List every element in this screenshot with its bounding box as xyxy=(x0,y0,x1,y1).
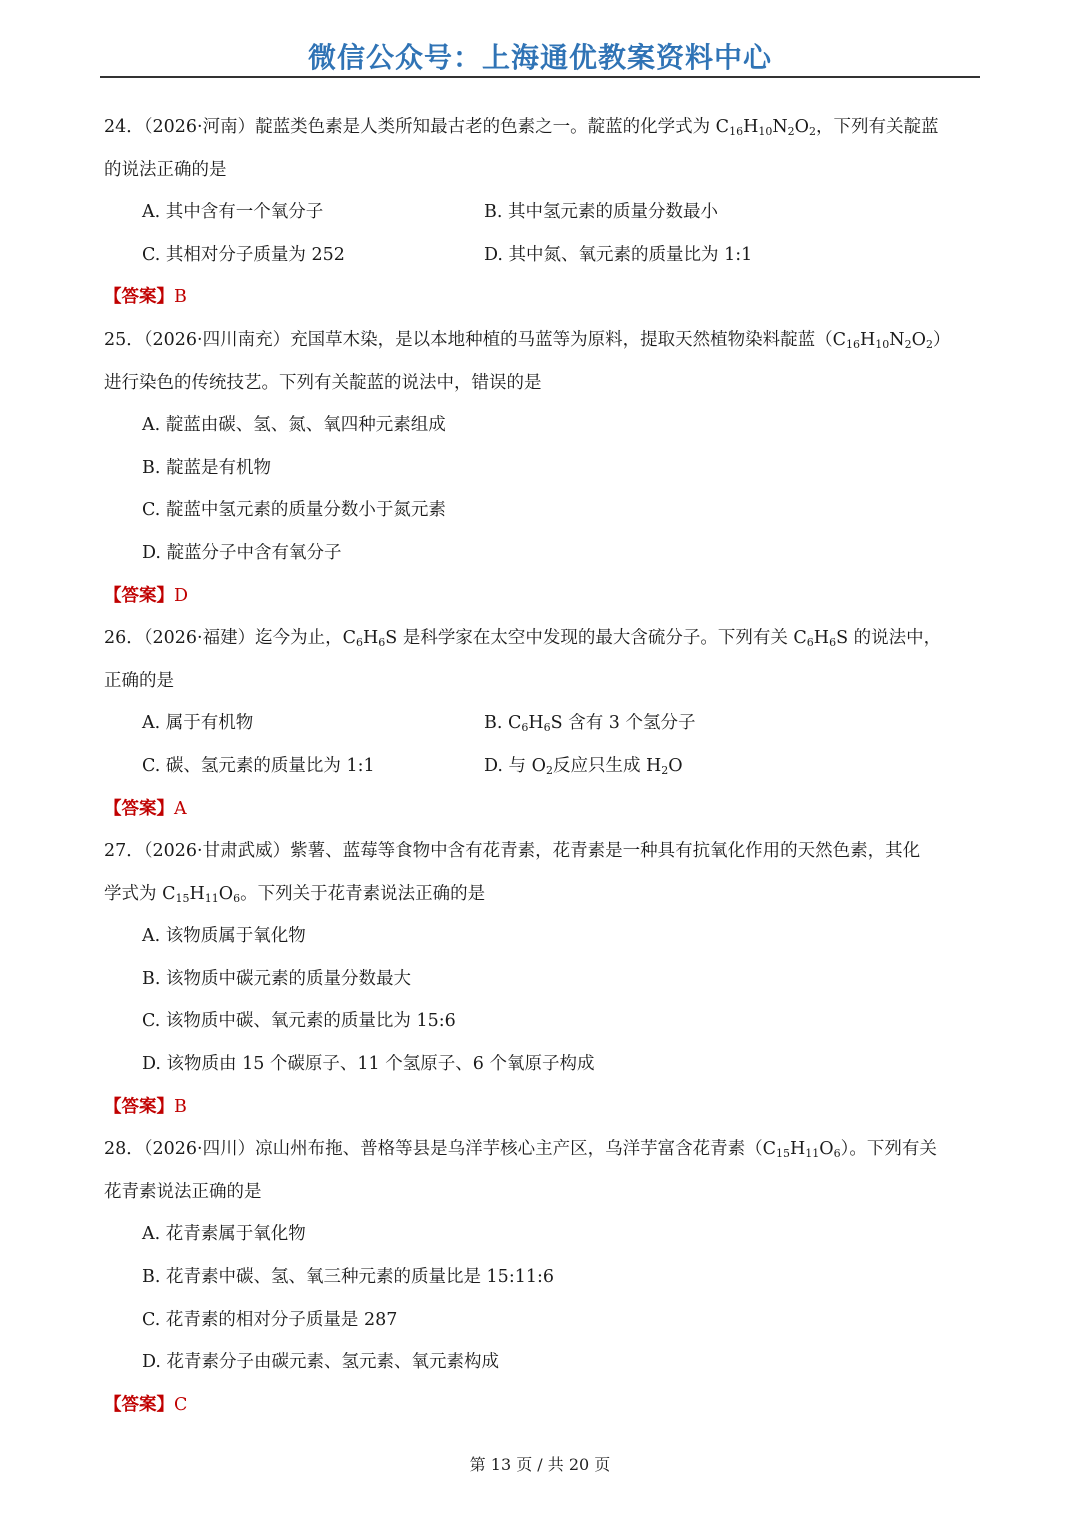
q24-options-ab xyxy=(104,191,980,234)
q24-answer: 【答案】B xyxy=(104,287,187,308)
q28-stem-line1: 28．（2026·四川）凉山州布拖、普格等县是乌洋芋核心主产区，乌洋芋富含花青素$(C_{15}H_{11}O_6)$。下列有关 xyxy=(104,1139,937,1161)
q27-stem-line1: 27．（2026·甘肃武威）紫薯、蓝莓等食物中含有花青素，花青素是一种具有抗氧化作用的天然色素，其化 xyxy=(104,841,921,862)
q27-option-d: D. 该物质由 15 个碳原子、11 个氢原子、6 个氧原子构成 xyxy=(142,1054,595,1075)
q25-option-d: D. 靛蓝分子中含有氧分子 xyxy=(142,542,342,563)
q28-option-a: A. 花青素属于氧化物 xyxy=(142,1224,306,1245)
q24-option-a: A. 其中含有一个氧分子 xyxy=(142,202,324,223)
q26-stem-line2: 正确的是 xyxy=(104,670,174,691)
page-number-footer: 第 13 页 / 共 20 页 xyxy=(469,1455,611,1474)
q25-stem-line1: 25．（2026·四川南充）充国草木染，是以本地种植的马蓝等为原料，提取天然植物染料靛蓝$(C_{16}H_{10}N_2O_2)$ xyxy=(104,329,951,351)
q28-answer: 【答案】C xyxy=(104,1394,188,1415)
q27-answer: 【答案】B xyxy=(104,1096,187,1117)
q27-option-a: A. 该物质属于氧化物 xyxy=(142,926,306,947)
q27-option-c: C. 该物质中碳、氧元素的质量比为 15:6 xyxy=(142,1011,456,1032)
page-header-title: 微信公众号：上海通优教案资料中心 xyxy=(307,41,772,74)
q24-stem-line2: 的说法正确的是 xyxy=(104,159,227,180)
q25-answer: 【答案】D xyxy=(104,585,189,606)
q24-option-d: D. 其中氮、氧元素的质量比为 1:1 xyxy=(484,244,753,265)
q26-options-cd xyxy=(104,745,980,788)
q28-option-c: C. 花青素的相对分子质量是 287 xyxy=(142,1309,398,1330)
q26-stem-line1: 26．（2026·福建）迄今为止，$C_6H_6S$ 是科学家在太空中发现的最大含硫分子。下列有关 $C_6H_6S$ 的说法中， xyxy=(104,628,942,650)
q26-option-b: B. $C_6H_6S$ 含有 3 个氢分子 xyxy=(484,713,696,735)
q25-option-b: B. 靛蓝是有机物 xyxy=(142,457,271,478)
q27-option-b: B. 该物质中碳元素的质量分数最大 xyxy=(142,968,411,989)
q28-stem-line2: 花青素说法正确的是 xyxy=(104,1181,262,1202)
q25-option-a: A. 靛蓝由碳、氢、氮、氧四种元素组成 xyxy=(142,415,446,436)
q26-options-ab xyxy=(104,702,980,745)
q25-option-c: C. 靛蓝中氢元素的质量分数小于氮元素 xyxy=(142,500,446,521)
q26-option-a: A. 属于有机物 xyxy=(142,713,254,734)
q24-options-cd xyxy=(104,234,980,277)
question-list xyxy=(104,106,980,1426)
q24-stem-line1: 24．（2026·河南）靛蓝类色素是人类所知最古老的色素之一。靛蓝的化学式为 $C_{16}H_{10}N_2O_2$，下列有关靛蓝 xyxy=(104,117,939,138)
q26-option-c: C. 碳、氢元素的质量比为 1:1 xyxy=(142,755,375,776)
header-divider xyxy=(100,76,980,78)
q24-option-b: B. 其中氢元素的质量分数最小 xyxy=(484,202,718,223)
q28-option-b: B. 花青素中碳、氢、氧三种元素的质量比是 15:11:6 xyxy=(142,1267,555,1288)
q26-answer: 【答案】A xyxy=(104,798,187,819)
q24-option-c: C. 其相对分子质量为 252 xyxy=(142,244,345,265)
q27-stem-line2: 学式为 $C_{15}H_{11}O_6$。下列关于花青素说法正确的是 xyxy=(104,883,486,905)
q25-stem-line2: 进行染色的传统技艺。下列有关靛蓝的说法中，错误的是 xyxy=(104,372,542,393)
q28-option-d: D. 花青素分子由碳元素、氢元素、氧元素构成 xyxy=(142,1352,500,1373)
q26-option-d: D. 与 $O_2$反应只生成 $H_2O$ xyxy=(484,755,683,777)
